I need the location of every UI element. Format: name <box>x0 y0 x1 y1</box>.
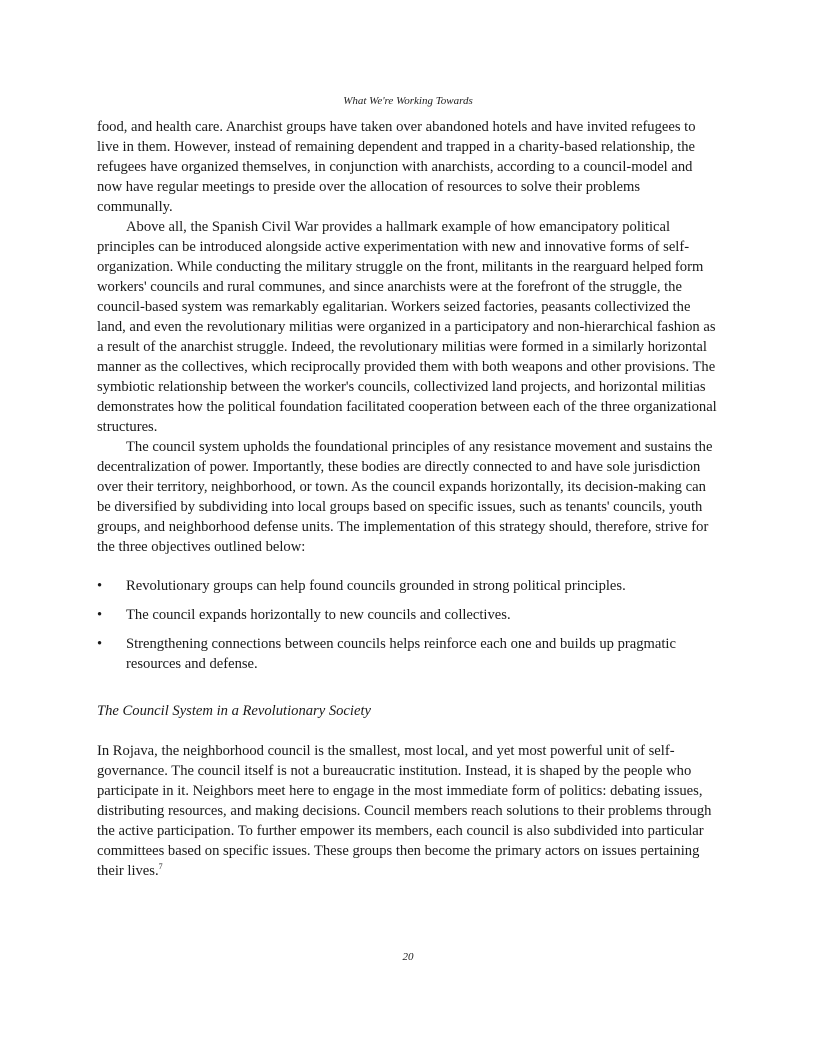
list-item <box>97 576 719 596</box>
running-header: What We're Working Towards <box>343 95 473 107</box>
list-item-text: Strengthening connections between councils helps reinforce each one and builds up pragmatic resources and defense. <box>126 636 676 672</box>
paragraph-continuation: food, and health care. Anarchist groups have taken over abandoned hotels and have invited refugees to live in them. However, instead of remaining dependent and trapped in a charity-based relationship, the refugees have organized themselves, in conjunction with anarchists, according to a council-model and now have regular meetings to preside over the allocation of resources to solve their problems communally. <box>97 119 696 215</box>
paragraph-rojava-text: In Rojava, the neighborhood council is the smallest, most local, and yet most powerful unit of self-governance. The council itself is not a bureaucratic institution. Instead, it is shaped by the people who participate in it. Neighbors meet here to engage in the most immediate form of politics: debating issues, distributing resources, and making decisions. Council members reach solutions to their problems through the active participation. To further empower its members, each council is also subdivided into particular committees based on specific issues. These groups then become the primary actors on issues pertaining their lives. <box>97 743 712 879</box>
bullet-marker: • <box>97 636 103 652</box>
list-item-text: Revolutionary groups can help found councils grounded in strong political principles. <box>126 578 626 594</box>
list-item <box>97 605 719 625</box>
bullet-marker: • <box>97 578 103 594</box>
list-item-text: The council expands horizontally to new councils and collectives. <box>126 607 511 623</box>
paragraph-spanish-civil-war: Above all, the Spanish Civil War provides a hallmark example of how emancipatory political principles can be introduced alongside active experimentation with new and innovative forms of self-organization. While conducting the military struggle on the front, militants in the rearguard helped form workers' councils and rural communes, and since anarchists were at the forefront of the struggle, the council-based system was remarkably egalitarian. Workers seized factories, peasants collectivized the land, and even the revolutionary militias were organized in a participatory and non-hierarchical fashion as a result of the anarchist struggle. Indeed, the revolutionary militias were formed in a similarly horizontal manner as the collectives, which reciprocally provided them with both weapons and other provisions. The symbiotic relationship between the worker's councils, collectivized land projects, and horizontal militias demonstrates how the political foundation facilitated cooperation between each of the three organizational structures. <box>97 219 717 435</box>
body-text <box>97 117 719 881</box>
page-number: 20 <box>402 951 414 963</box>
footnote-reference[interactable]: 7 <box>158 862 163 871</box>
objectives-list <box>97 576 719 674</box>
paragraph-rojava <box>97 741 719 881</box>
list-item <box>97 634 719 674</box>
paragraph-council-system: The council system upholds the foundational principles of any resistance movement and sustains the decentralization of power. Importantly, these bodies are directly connected to and have sole jurisdiction over their territory, neighborhood, or town. As the council expands horizontally, its decision-making can be diversified by subdividing into local groups based on specific issues, such as tenants' councils, youth groups, and neighborhood defense units. The implementation of this strategy should, therefore, strive for the three objectives outlined below: <box>97 439 713 555</box>
bullet-marker: • <box>97 607 103 623</box>
section-heading: The Council System in a Revolutionary Society <box>97 703 371 719</box>
